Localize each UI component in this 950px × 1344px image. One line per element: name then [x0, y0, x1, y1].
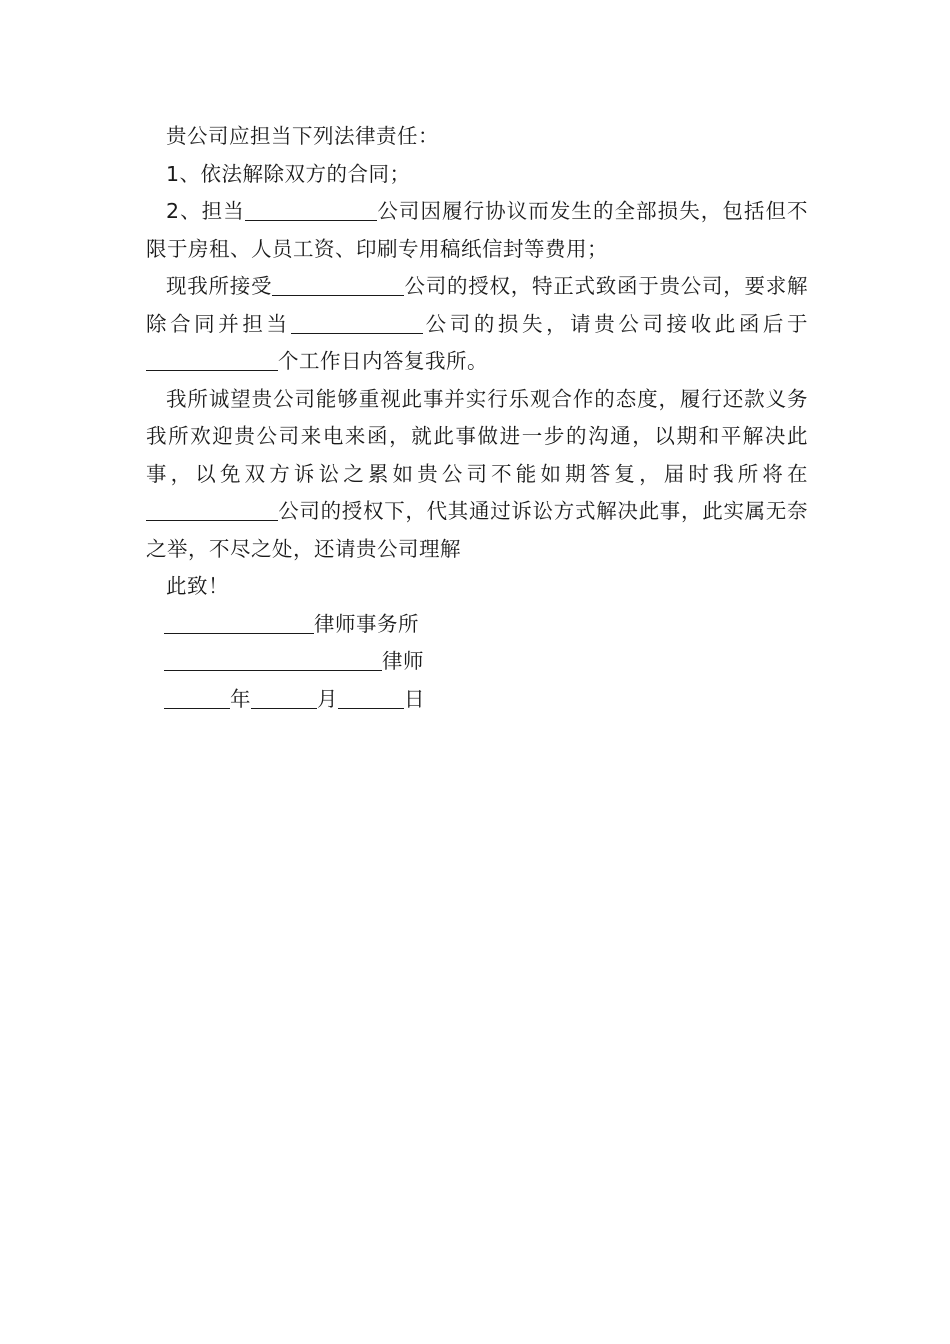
item-2-suffix: 公司因履行协议而发生的全部损失，包括但不限于房租、人员工资、印刷专用稿纸信封等费用；	[146, 199, 809, 261]
closing	[146, 568, 808, 606]
item-2-prefix: 2、担当	[166, 199, 245, 223]
month-blank	[251, 686, 317, 709]
letter-body	[146, 118, 808, 718]
closing-text: 此致！	[166, 574, 229, 598]
item-1	[146, 156, 808, 194]
company-blank-4	[146, 498, 278, 521]
item-1-text: 1、依法解除双方的合同；	[166, 161, 411, 186]
firm-signature-line	[146, 606, 808, 644]
company-blank-1	[245, 198, 377, 221]
authorization-paragraph	[146, 268, 808, 381]
intro-paragraph	[146, 118, 808, 156]
hope-text-2: 公司的授权下，代其通过诉讼方式解决此事，此实属无奈之举，不尽之处，还请贵公司理解	[146, 499, 808, 561]
authorization-text-3: 公司的损失，请贵公司接收此函后于	[422, 311, 809, 336]
item-2	[146, 193, 808, 268]
firm-name-blank	[164, 611, 314, 634]
day-blank	[338, 686, 404, 709]
authorization-text-1: 现我所接受	[166, 274, 273, 298]
company-blank-3	[291, 311, 423, 334]
authorization-text-2: 公司的授权，特正式致函于贵公司，要求解除合同并担当	[146, 274, 808, 336]
day-label: 日	[404, 686, 425, 711]
hope-text-1: 我所诚望贵公司能够重视此事并实行乐观合作的态度，履行还款义务我所欢迎贵公司来电来函，就此事做进一步的沟通，以期和平解决此事，以免双方诉讼之累如贵公司不能如期答复，届时我所将在	[146, 386, 808, 486]
date-line	[146, 681, 808, 719]
authorization-text-4: 个工作日内答复我所。	[278, 349, 488, 373]
year-blank	[164, 686, 230, 709]
firm-suffix: 律师事务所	[314, 611, 419, 636]
days-blank	[146, 348, 278, 371]
month-label: 月	[317, 686, 338, 711]
year-label: 年	[230, 686, 251, 711]
lawyer-suffix: 律师	[382, 649, 424, 673]
intro-text: 贵公司应担当下列法律责任：	[166, 124, 439, 148]
lawyer-signature-line	[146, 643, 808, 681]
company-blank-2	[272, 273, 404, 296]
lawyer-name-blank	[164, 648, 382, 671]
hope-paragraph	[146, 381, 808, 569]
